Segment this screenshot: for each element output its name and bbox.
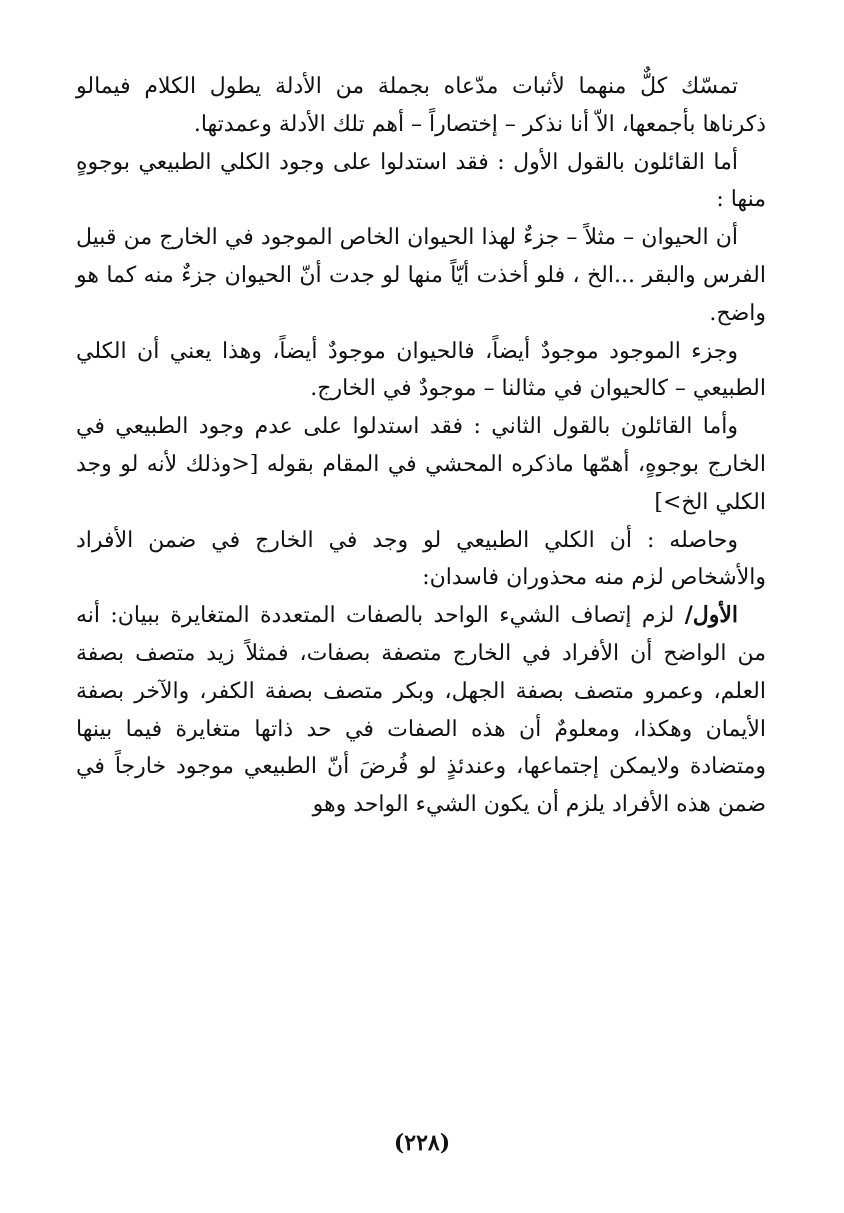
paragraph-second-view: وأما القائلون بالقول الثاني : فقد استدلوا على عدم وجود الطبيعي في الخارج بوجوهٍ، أهمّها ماذكره المحشي في المقام بقوله [<وذلك لأنه لو وجد الكلي الخ>]	[76, 414, 766, 515]
paragraph-part-existence: وجزء الموجود موجودٌ أيضاً، فالحيوان موجودٌ أيضاً، وهذا يعني أن الكلي الطبيعي – كالحيوان في مثالنا – موجودٌ في الخارج.	[76, 338, 766, 402]
objection-text: لزم إتصاف الشيء الواحد بالصفات المتعددة المتغايرة ببيان: أنه من الواضح أن الأفراد في الخارج متصفة بصفات، فمثلاً زيد متصف بصفة العلم، وعمرو متصف بصفة الجهل، وبكر متصف بصفة الكفر، والآخر بصفة الأيمان وهكذا، ومعلومٌ أن هذه الصفات في حد ذاتها متغايرة فيما بينها ومتضادة ولايمكن إجتماعها، وعندئذٍ لو فُرضَ أنّ الطبيعي موجود خارجاً في ضمن هذه الأفراد يلزم أن يكون الشيء الواحد وهو	[76, 603, 766, 818]
paragraph-animal-example: أن الحيوان – مثلاً – جزءٌ لهذا الحيوان الخاص الموجود في الخارج من قبيل الفرس والبقر ...الخ ، فلو أخذت أيّاً منها لو جدت أنّ الحيوان جزءٌ منه كما هو واضح.	[76, 225, 766, 326]
paragraph-summary: وحاصله : أن الكلي الطبيعي لو وجد في الخارج في ضمن الأفراد والأشخاص لزم منه محذوران فاسدان:	[76, 527, 766, 591]
paragraph-first-view: أما القائلون بالقول الأول : فقد استدلوا على وجود الكلي الطبيعي بوجوهٍ منها :	[76, 149, 766, 213]
objection-lead: الأول/	[684, 602, 738, 629]
paragraph-intro: تمسّك كلٌّ منهما لأثبات مدّعاه بجملة من الأدلة يطول الكلام فيمالو ذكرناها بأجمعها، الاّ أنا نذكر – إختصاراً – أهم تلك الأدلة وعمدتها.	[76, 74, 766, 137]
body-text	[76, 68, 766, 824]
paragraph-first-objection	[76, 597, 766, 824]
page-number: (٢٢٨)	[393, 1130, 451, 1156]
